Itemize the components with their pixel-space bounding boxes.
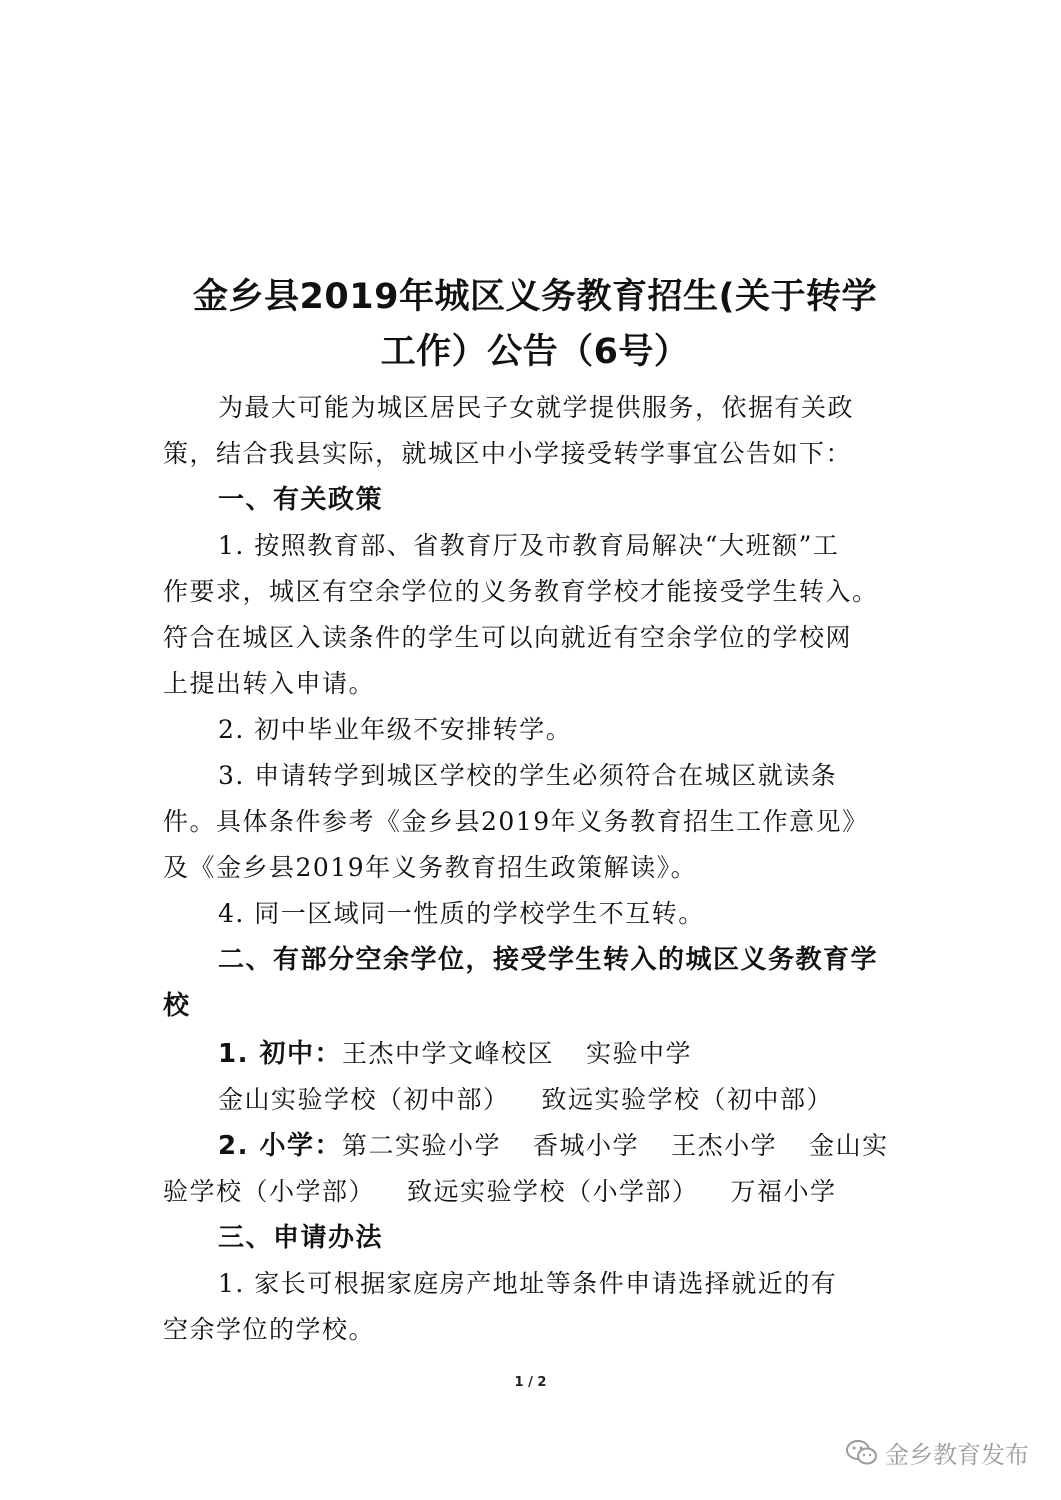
section-3-heading: 三、申请办法 [218,1223,384,1253]
section-1-item-1-line-2: 作要求，城区有空余学位的义务教育学校才能接受学生转入。 [163,577,879,606]
school-name: 金山实 [809,1131,889,1160]
section-1-item-1-line-4: 上提出转入申请。 [163,669,376,698]
page-number: 1 / 2 [514,1375,547,1390]
school-name: 验学校（小学部） [163,1177,376,1206]
section-1-item-2: 2. 初中毕业年级不安排转学。 [218,715,573,744]
section-1-item-1-line-3: 符合在城区入读条件的学生可以向就近有空余学位的学校网 [163,623,853,652]
section-2-heading-line-1: 二、有部分空余学位，接受学生转入的城区义务教育学 [218,945,879,975]
school-name: 万福小学 [730,1177,837,1206]
section-3-item-1-line-1: 1. 家长可根据家庭房产地址等条件申请选择就近的有 [218,1269,838,1298]
school-name: 金山实验学校（初中部） [218,1085,510,1114]
school-name: 香城小学 [533,1131,640,1160]
section-1-item-1-line-1: 1. 按照教育部、省教育厅及市教育局解决“大班额”工 [218,531,840,560]
wechat-icon [845,1439,879,1467]
primary-school-label: 2. 小学： [218,1131,343,1161]
section-1-item-3-line-2: 件。具体条件参考《金乡县2019年义务教育招生工作意见》 [163,807,869,836]
section-1-heading: 一、有关政策 [218,485,384,515]
section-2-heading-line-2: 校 [163,991,191,1021]
section-3-item-1-line-2: 空余学位的学校。 [163,1315,376,1344]
school-name: 致远实验学校（小学部） [407,1177,699,1206]
school-name: 第二实验小学 [342,1131,502,1160]
school-name: 实验中学 [586,1039,693,1068]
school-name: 致远实验学校（初中部） [541,1085,834,1114]
middle-school-list-line-2 [218,1082,833,1118]
intro-line-1: 为最大可能为城区居民子女就学提供服务，依据有关政 [218,393,855,422]
middle-school-label: 1. 初中： [218,1039,343,1069]
section-1-item-4: 4. 同一区域同一性质的学校学生不互转。 [218,899,705,928]
document-title-line-2: 工作）公告（6号） [380,332,690,372]
section-1-item-3-line-3: 及《金乡县2019年义务教育招生政策解读》。 [163,853,698,882]
document-title-line-1: 金乡县2019年城区义务教育招生(关于转学 [193,277,877,317]
primary-school-list-line-2 [163,1174,837,1210]
school-name: 王杰中学文峰校区 [342,1039,555,1068]
watermark [845,1435,1029,1470]
section-1-item-3-line-1: 3. 申请转学到城区学校的学生必须符合在城区就读条 [218,761,838,790]
primary-school-list-line-1 [218,1128,889,1164]
intro-line-2: 策，结合我县实际，就城区中小学接受转学事宜公告如下： [163,439,853,468]
middle-school-list-line-1 [218,1036,692,1072]
watermark-text: 金乡教育发布 [885,1441,1029,1469]
school-name: 王杰小学 [671,1131,778,1160]
